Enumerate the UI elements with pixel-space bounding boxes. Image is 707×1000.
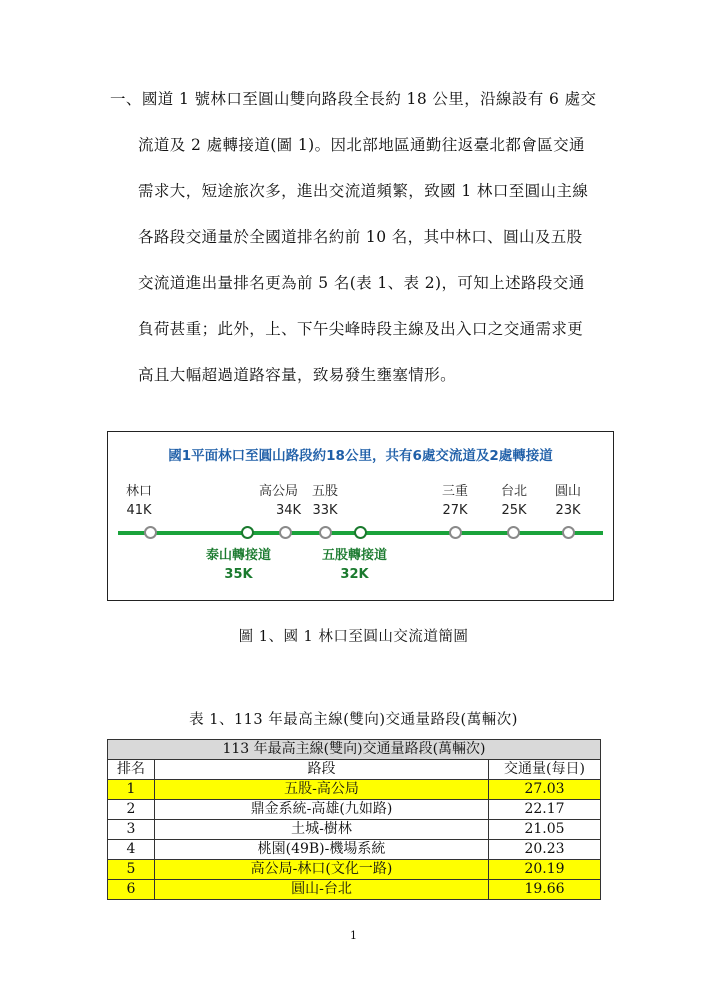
- list-marker: 一、: [110, 90, 142, 108]
- station-sanchong: 三重 27K: [442, 484, 469, 518]
- station-gaogongju: 高公局 34K: [259, 484, 302, 518]
- volume-cell: 21.05: [489, 820, 601, 840]
- segment-cell: 高公局-林口(文化一路): [155, 860, 489, 880]
- node-sanchong: [449, 526, 462, 539]
- segment-cell: 圓山-台北: [155, 880, 489, 900]
- station-yuanshan: 圓山 23K: [555, 484, 582, 518]
- paragraph-line-6: 負荷甚重；此外，上、下午尖峰時段主線及出入口之交通需求更: [138, 320, 584, 338]
- table-title-row: [108, 740, 601, 760]
- station-linkou: 林口 41K: [126, 484, 153, 518]
- volume-cell: 20.23: [489, 840, 601, 860]
- rank-cell: 6: [108, 880, 155, 900]
- rank-cell: 1: [108, 780, 155, 800]
- node-taipei: [507, 526, 520, 539]
- segment-cell: 五股-高公局: [155, 780, 489, 800]
- diagram-title: 國1平面林口至圓山路段約18公里，共有6處交流道及2處轉接道: [168, 448, 553, 464]
- paragraph-line-1: 一、國道 1 號林口至圓山雙向路段全長約 18 公里，沿線設有 6 處交: [110, 90, 597, 108]
- volume-cell: 22.17: [489, 800, 601, 820]
- node-gaogongju: [279, 526, 292, 539]
- segment-cell: 桃園(49B)-機場系統: [155, 840, 489, 860]
- rank-cell: 3: [108, 820, 155, 840]
- rank-cell: 2: [108, 800, 155, 820]
- figure-caption: 圖 1、國 1 林口至圓山交流道簡圖: [238, 629, 469, 645]
- volume-cell: 19.66: [489, 880, 601, 900]
- table-caption: 表 1、113 年最高主線(雙向)交通量路段(萬輛次): [189, 712, 518, 728]
- node-wugu: [319, 526, 332, 539]
- table-row: [108, 820, 601, 840]
- column-header-segment: 路段: [155, 760, 489, 780]
- table-row: [108, 840, 601, 860]
- segment-cell: 土城-樹林: [155, 820, 489, 840]
- table-row: [108, 800, 601, 820]
- page-number: 1: [350, 929, 357, 942]
- paragraph-line-3: 需求大，短途旅次多，進出交流道頻繁，致國 1 林口至圓山主線: [138, 182, 589, 200]
- paragraph-line-2: 流道及 2 處轉接道(圖 1)。因北部地區通勤往返臺北都會區交通: [138, 136, 585, 154]
- rank-cell: 5: [108, 860, 155, 880]
- table-title: 113 年最高主線(雙向)交通量路段(萬輛次): [108, 740, 601, 760]
- rank-cell: 4: [108, 840, 155, 860]
- paragraph-line-7: 高且大幅超過道路容量，致易發生壅塞情形。: [138, 366, 457, 384]
- table-header-row: [108, 760, 601, 780]
- table-row: [108, 780, 601, 800]
- junction-taishan: 泰山轉接道 35K: [206, 548, 272, 582]
- table-row: [108, 860, 601, 880]
- volume-cell: 20.19: [489, 860, 601, 880]
- interchange-diagram: [107, 431, 614, 601]
- column-header-rank: 排名: [108, 760, 155, 780]
- column-header-volume: 交通量(每日): [489, 760, 601, 780]
- paragraph-line-5: 交流道進出量排名更為前 5 名(表 1、表 2)，可知上述路段交通: [138, 274, 585, 292]
- volume-cell: 27.03: [489, 780, 601, 800]
- node-taishan-junction: [241, 526, 254, 539]
- table-row: [108, 880, 601, 900]
- station-taipei: 台北 25K: [501, 484, 528, 518]
- station-wugu: 五股 33K: [312, 484, 339, 518]
- node-wugu-junction: [354, 526, 367, 539]
- segment-cell: 鼎金系統-高雄(九如路): [155, 800, 489, 820]
- node-yuanshan: [562, 526, 575, 539]
- paragraph-line-4: 各路段交通量於全國道排名約前 10 名，其中林口、圓山及五股: [138, 228, 583, 246]
- node-linkou: [144, 526, 157, 539]
- traffic-volume-table: [107, 739, 601, 900]
- junction-wugu: 五股轉接道 32K: [322, 548, 388, 582]
